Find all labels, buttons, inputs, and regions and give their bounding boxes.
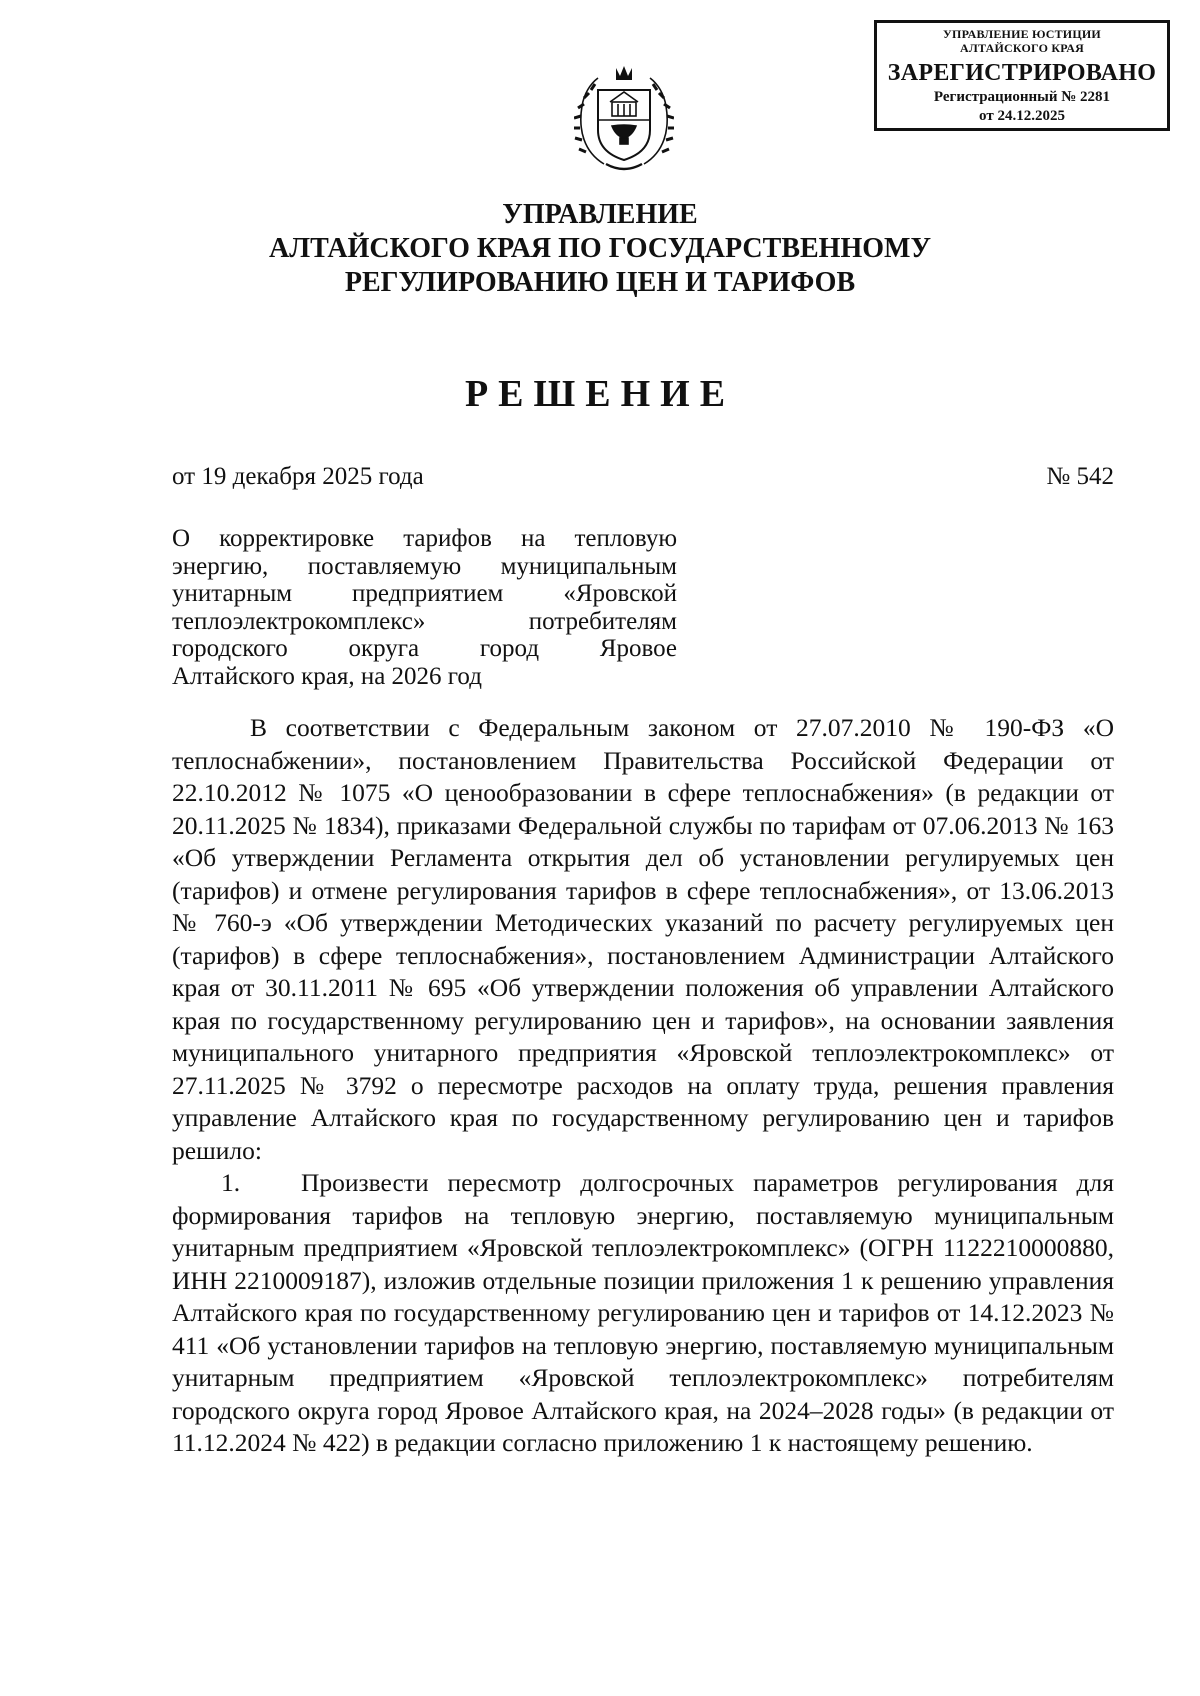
subject-line: энергию, поставляемую муниципальным (172, 552, 677, 580)
subject-line: Алтайского края, на 2026 год (172, 662, 482, 690)
subject-line: городского округа город Яровое (172, 635, 677, 662)
stamp-status: ЗАРЕГИСТРИРОВАНО (887, 60, 1157, 86)
coat-of-arms-icon (574, 60, 674, 180)
stamp-reg-date: от 24.12.2025 (979, 108, 1065, 124)
org-name-line1: УПРАВЛЕНИЕ (502, 199, 698, 230)
org-name-line2: АЛТАЙСКОГО КРАЯ ПО ГОСУДАРСТВЕННОМУ (269, 233, 931, 264)
item-number: 1. (221, 1168, 241, 1197)
subject-line: унитарным предприятием «Яровской (172, 580, 677, 607)
stamp-reg-number: Регистрационный № 2281 (933, 89, 1111, 105)
item-text: Произвести пересмотр долгосрочных параметров регулирования для формирования тарифов на тепловую энергию, поставляемую муниципальным унитарным предприятием «Яровской теплоэлектрокомплекс» (ОГРН 1122210000880, ИНН 2210009187), изложив отдельные позиции приложения 1 к решению управления Алтайского края по государственному регулированию цен и тарифов от 14.12.2023 № 411 «Об установлении тарифов на тепловую энергию, поставляемую муниципальным унитарным предприятием «Яровской теплоэлектрокомплекс» потребителям городского округа город Яровое Алтайского края, на 2024–2028 годы» (в редакции от 11.12.2024 № 422) в редакции согласно приложению 1 к настоящему решению. (172, 1168, 1114, 1457)
subject-line: теплоэлектрокомплекс» потребителям (172, 607, 677, 635)
document-number: № 542 (1046, 463, 1114, 490)
stamp-authority-line1: УПРАВЛЕНИЕ ЮСТИЦИИ (943, 27, 1101, 41)
document-subject (172, 525, 677, 690)
document-type-title: РЕШЕНИЕ (464, 373, 736, 415)
document-date: от 19 декабря 2025 года (172, 463, 424, 490)
subject-line: О корректировке тарифов на тепловую (172, 525, 677, 552)
decision-item-1 (172, 1167, 1114, 1460)
registration-stamp (874, 20, 1170, 131)
document-body (172, 712, 1114, 1460)
org-name-line3: РЕГУЛИРОВАНИЮ ЦЕН И ТАРИФОВ (344, 267, 856, 298)
preamble-paragraph: В соответствии с Федеральным законом от 27.07.2010 № 190-ФЗ «О теплоснабжении», постановлением Правительства Российской Федерации от 22.10.2012 № 1075 «О ценообразовании в сфере теплоснабжения» (в редакции от 20.11.2025 № 1834), приказами Федеральной службы по тарифам от 07.06.2013 № 163 «Об утверждении Регламента открытия дел об установлении регулируемых цен (тарифов) и отмене регулирования тарифов в сфере теплоснабжения», от 13.06.2013 № 760-э «Об утверждении Методических указаний по расчету регулируемых цен (тарифов) в сфере теплоснабжения», постановлением Администрации Алтайского края от 30.11.2011 № 695 «Об утверждении положения об управлении Алтайского края по государственному регулированию цен и тарифов», на основании заявления муниципального унитарного предприятия «Яровской теплоэлектрокомплекс» от 27.11.2025 № 3792 о пересмотре расходов на оплату труда, решения правления управление Алтайского края по государственному регулированию цен и тарифов решило: (172, 713, 1114, 1165)
stamp-authority-line2: АЛТАЙСКОГО КРАЯ (960, 41, 1084, 55)
